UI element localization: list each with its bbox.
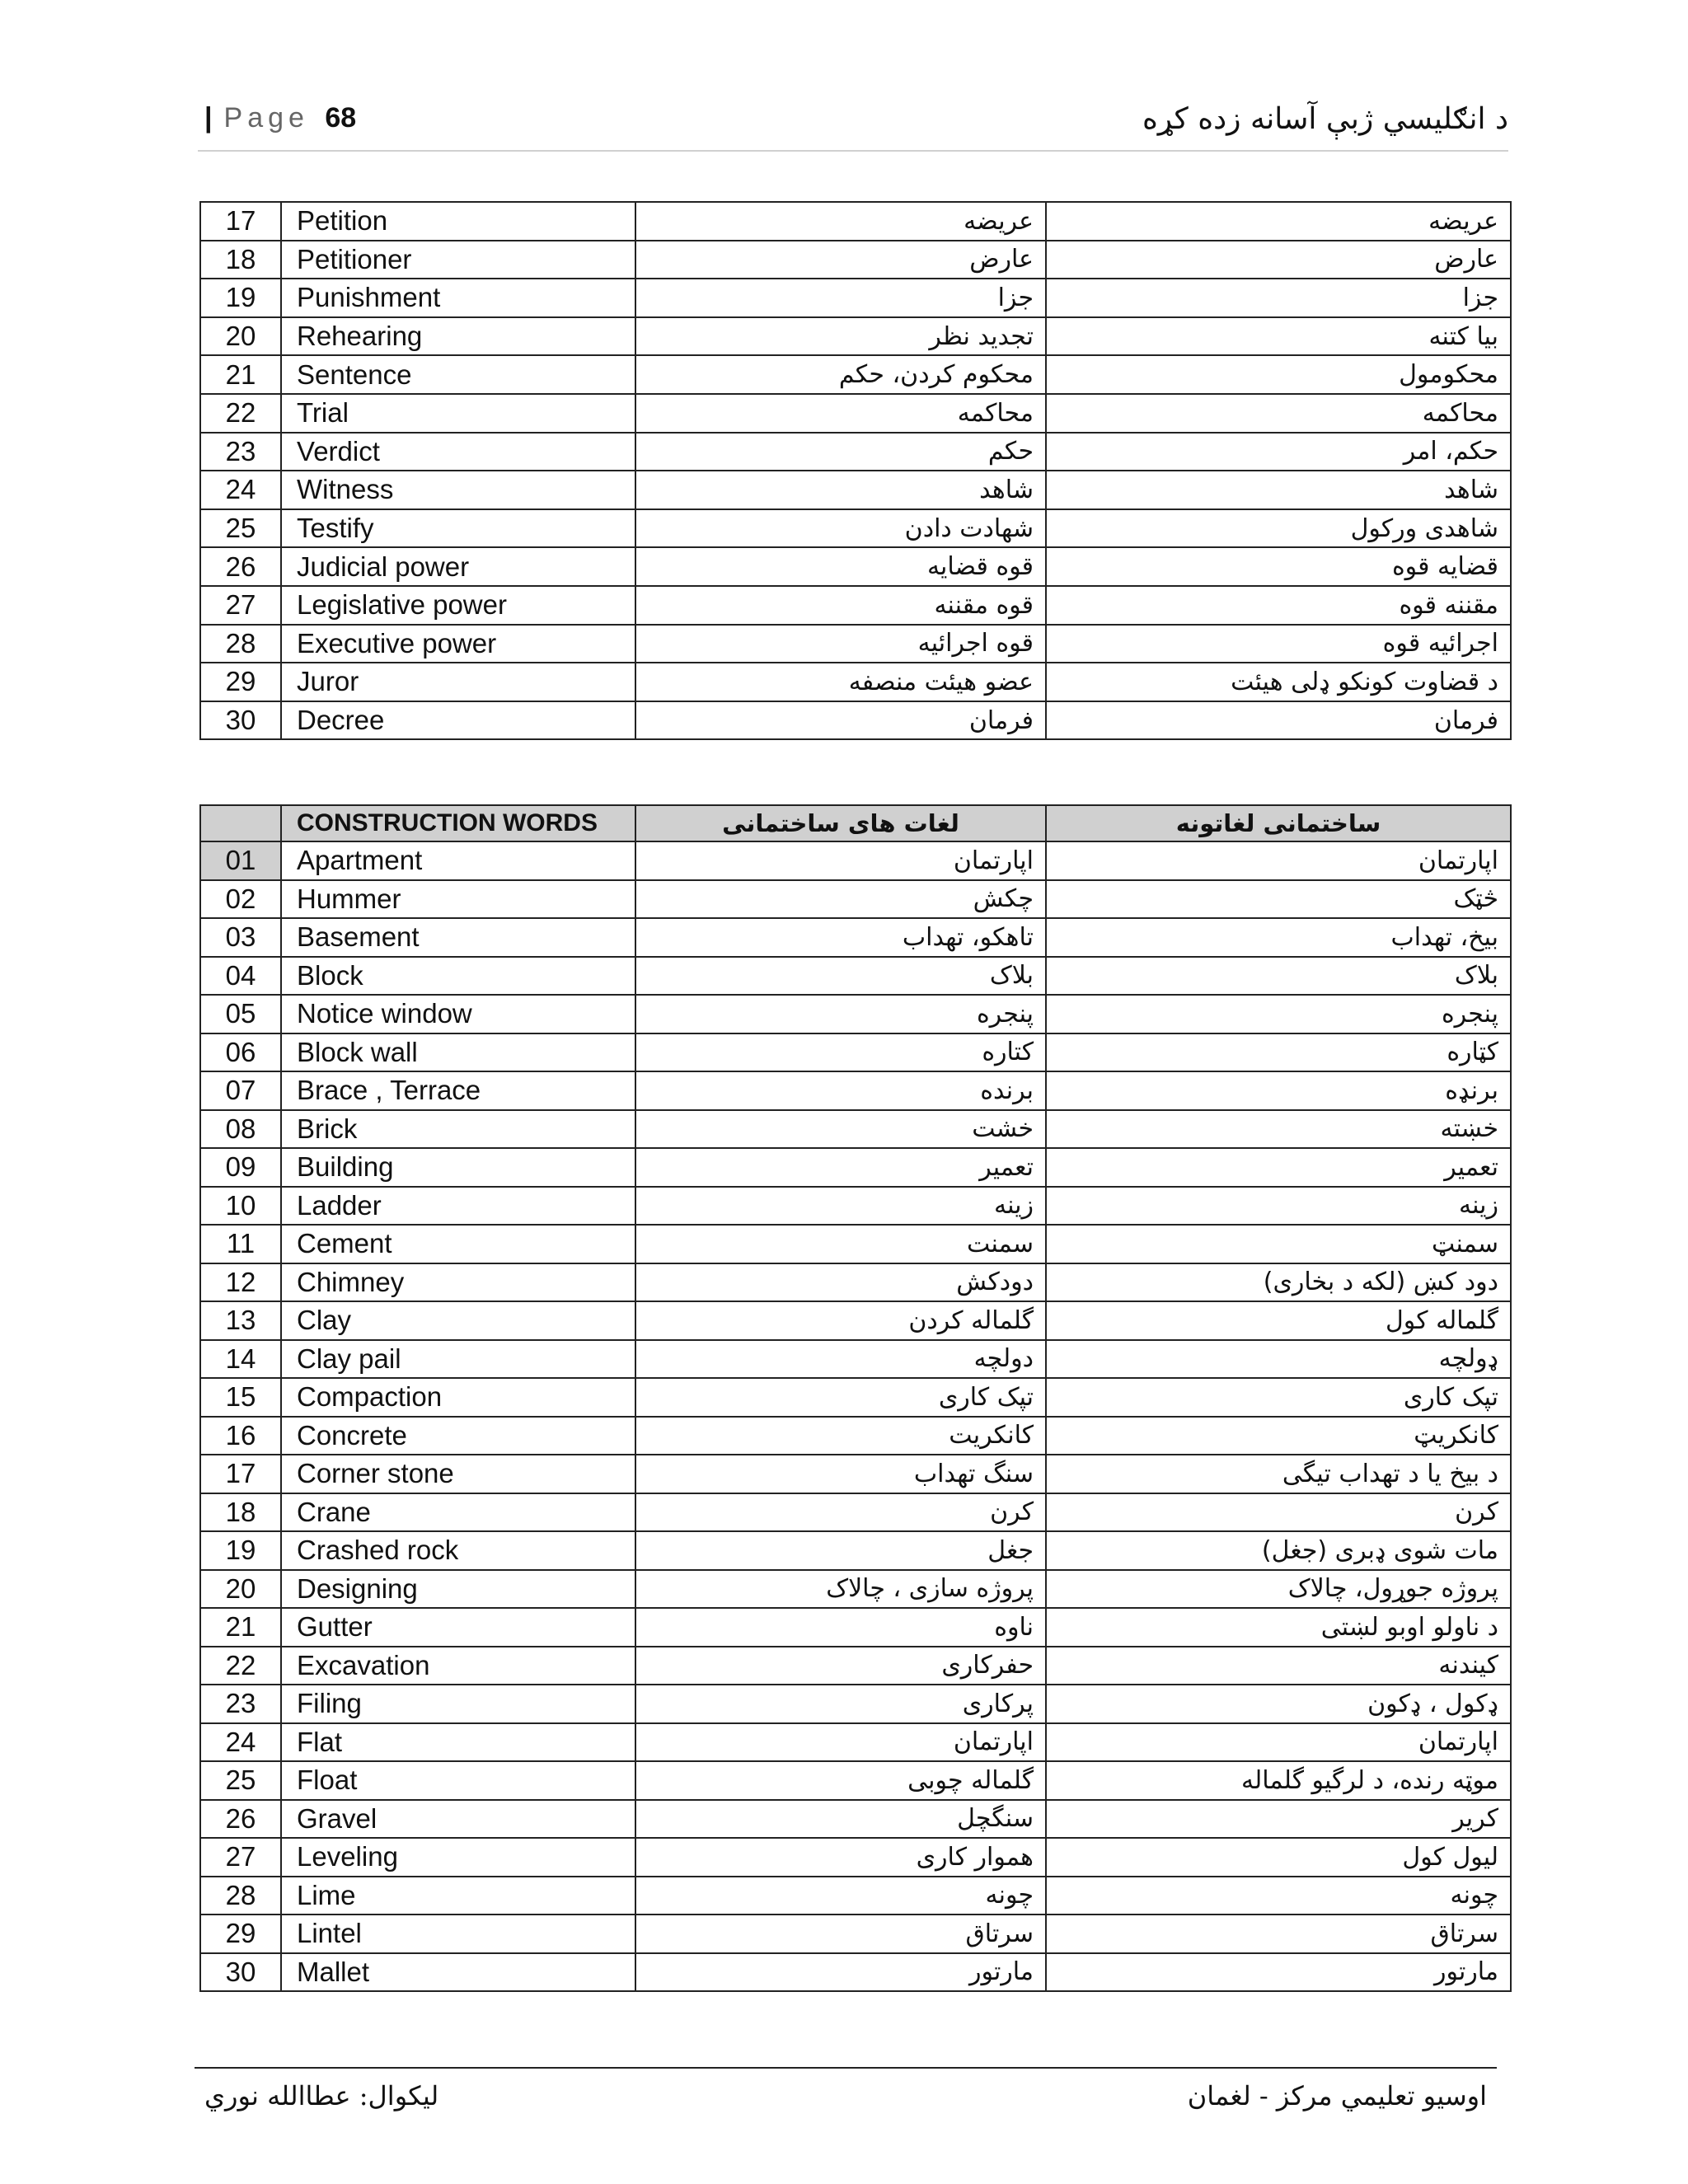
- english-term-cell: Crane: [281, 1493, 635, 1532]
- number-cell: 04: [200, 957, 281, 996]
- table-row: [200, 841, 1511, 880]
- number-cell: 10: [200, 1187, 281, 1226]
- number-cell: 11: [200, 1225, 281, 1263]
- english-term-cell: Legislative power: [281, 586, 635, 625]
- english-term-cell: Gutter: [281, 1608, 635, 1647]
- dari-term-cell: محکوم کردن، حکم: [635, 355, 1046, 394]
- table-row: [200, 1110, 1511, 1149]
- table-row: [200, 1877, 1511, 1915]
- table-row: [200, 241, 1511, 279]
- table-row: [200, 1263, 1511, 1302]
- english-term-cell: Designing: [281, 1570, 635, 1609]
- english-term-cell: Corner stone: [281, 1455, 635, 1493]
- pashto-term-cell: حکم، امر: [1046, 433, 1511, 471]
- english-term-cell: Trial: [281, 394, 635, 433]
- table-row: [200, 663, 1511, 701]
- table-row: [200, 1187, 1511, 1226]
- english-term-cell: Brick: [281, 1110, 635, 1149]
- book-title: د انګلیسي ژبې آسانه زده کړه: [1142, 102, 1508, 136]
- english-term-cell: Brace , Terrace: [281, 1071, 635, 1110]
- english-term-cell: Judicial power: [281, 547, 635, 586]
- pashto-term-cell: کرن: [1046, 1493, 1511, 1532]
- dari-term-cell: چکش: [635, 880, 1046, 919]
- pashto-term-cell: جزا: [1046, 279, 1511, 317]
- pashto-term-cell: چونه: [1046, 1877, 1511, 1915]
- english-term-cell: Petition: [281, 202, 635, 241]
- english-term-cell: Lintel: [281, 1915, 635, 1953]
- english-term-cell: Notice window: [281, 995, 635, 1033]
- pashto-term-cell: اپارتمان: [1046, 1723, 1511, 1762]
- table-row: [200, 1148, 1511, 1187]
- english-term-cell: Float: [281, 1761, 635, 1800]
- number-cell: 22: [200, 394, 281, 433]
- dari-term-cell: کتاره: [635, 1033, 1046, 1072]
- english-term-cell: Compaction: [281, 1378, 635, 1417]
- number-cell: 30: [200, 1953, 281, 1992]
- dari-term-cell: ناوه: [635, 1608, 1046, 1647]
- dari-term-cell: سنگ تهداب: [635, 1455, 1046, 1493]
- table-row: [200, 1033, 1511, 1072]
- number-cell: 19: [200, 279, 281, 317]
- dari-term-cell: حکم: [635, 433, 1046, 471]
- dari-term-cell: قوه اجرائیه: [635, 625, 1046, 663]
- english-term-cell: Cement: [281, 1225, 635, 1263]
- number-cell: 01: [200, 841, 281, 880]
- pashto-term-cell: مات شوی ډبری (جغل): [1046, 1531, 1511, 1570]
- number-cell: 25: [200, 1761, 281, 1800]
- pashto-term-cell: سمنټ: [1046, 1225, 1511, 1263]
- pashto-term-cell: ډکول ، ډکون: [1046, 1685, 1511, 1723]
- pashto-term-cell: پروژه جوړول، چالاک: [1046, 1570, 1511, 1609]
- page-word: Page: [223, 102, 309, 134]
- table-row: [200, 1455, 1511, 1493]
- table-row: [200, 1570, 1511, 1609]
- table-row: [200, 279, 1511, 317]
- english-term-cell: Sentence: [281, 355, 635, 394]
- number-cell: 06: [200, 1033, 281, 1072]
- number-cell: 05: [200, 995, 281, 1033]
- dari-term-cell: مارتور: [635, 1953, 1046, 1992]
- number-cell: 13: [200, 1301, 281, 1340]
- pashto-term-cell: قضایه قوه: [1046, 547, 1511, 586]
- footer-divider: [195, 2067, 1497, 2069]
- number-cell: 24: [200, 1723, 281, 1762]
- pashto-term-cell: مقننه قوه: [1046, 586, 1511, 625]
- pashto-term-cell: سرتاق: [1046, 1915, 1511, 1953]
- dari-term-cell: شاهد: [635, 471, 1046, 509]
- number-cell: 17: [200, 1455, 281, 1493]
- dari-term-cell: پروژه سازی ، چالاک: [635, 1570, 1046, 1609]
- construction-vocabulary-table: [199, 804, 1512, 1992]
- dari-term-cell: گلماله کردن: [635, 1301, 1046, 1340]
- number-cell: 08: [200, 1110, 281, 1149]
- dari-term-cell: قوه قضایه: [635, 547, 1046, 586]
- table-row: [200, 957, 1511, 996]
- number-cell: 20: [200, 317, 281, 356]
- english-term-cell: Block: [281, 957, 635, 996]
- pashto-term-cell: مارتور: [1046, 1953, 1511, 1992]
- dari-term-cell: گلماله چوبی: [635, 1761, 1046, 1800]
- pashto-term-cell: تعمیر: [1046, 1148, 1511, 1187]
- pashto-term-cell: موټه رنده، د لرگیو گلماله: [1046, 1761, 1511, 1800]
- pashto-term-cell: ډولچه: [1046, 1340, 1511, 1379]
- number-cell: 28: [200, 1877, 281, 1915]
- english-term-cell: Gravel: [281, 1800, 635, 1839]
- number-cell: 20: [200, 1570, 281, 1609]
- pashto-term-cell: لیول کول: [1046, 1838, 1511, 1877]
- table-row: [200, 394, 1511, 433]
- dari-term-cell: هموار کاری: [635, 1838, 1046, 1877]
- table-row: [200, 1685, 1511, 1723]
- pashto-term-cell: کانکریټ: [1046, 1417, 1511, 1455]
- number-cell: 24: [200, 471, 281, 509]
- english-term-cell: Hummer: [281, 880, 635, 919]
- table-row: [200, 995, 1511, 1033]
- english-term-cell: Filing: [281, 1685, 635, 1723]
- dari-term-cell: زینه: [635, 1187, 1046, 1226]
- english-term-cell: Clay: [281, 1301, 635, 1340]
- dari-term-cell: کانکریت: [635, 1417, 1046, 1455]
- number-cell: 16: [200, 1417, 281, 1455]
- english-term-cell: Leveling: [281, 1838, 635, 1877]
- english-term-cell: Rehearing: [281, 317, 635, 356]
- number-cell: 27: [200, 1838, 281, 1877]
- dari-term-cell: تپک کاری: [635, 1378, 1046, 1417]
- dari-term-cell: دودکش: [635, 1263, 1046, 1302]
- number-cell: 09: [200, 1148, 281, 1187]
- english-term-cell: Executive power: [281, 625, 635, 663]
- dari-term-cell: عریضه: [635, 202, 1046, 241]
- dari-term-cell: اپارتمان: [635, 1723, 1046, 1762]
- number-cell: 03: [200, 918, 281, 957]
- table-row: [200, 1608, 1511, 1647]
- pashto-term-cell: عارض: [1046, 241, 1511, 279]
- dari-term-cell: شهادت دادن: [635, 509, 1046, 548]
- table-row: [200, 880, 1511, 919]
- english-term-cell: Crashed rock: [281, 1531, 635, 1570]
- dari-term-cell: حفرکاری: [635, 1647, 1046, 1685]
- english-term-cell: Juror: [281, 663, 635, 701]
- number-cell: 25: [200, 509, 281, 548]
- table-row: [200, 1915, 1511, 1953]
- pashto-term-cell: محاکمه: [1046, 394, 1511, 433]
- header-pashto-cell: ساختمانی لغاتونه: [1046, 805, 1511, 841]
- dari-term-cell: چونه: [635, 1877, 1046, 1915]
- english-term-cell: Verdict: [281, 433, 635, 471]
- english-term-cell: Flat: [281, 1723, 635, 1762]
- pashto-term-cell: گلماله کول: [1046, 1301, 1511, 1340]
- dari-term-cell: تاهکو، تهداب: [635, 918, 1046, 957]
- pashto-term-cell: بیخ، تهداب: [1046, 918, 1511, 957]
- number-cell: 21: [200, 1608, 281, 1647]
- table-row: [200, 317, 1511, 356]
- table-row: [200, 509, 1511, 548]
- pashto-term-cell: عریضه: [1046, 202, 1511, 241]
- pashto-term-cell: شاهدی ورکول: [1046, 509, 1511, 548]
- number-cell: 29: [200, 1915, 281, 1953]
- table-row: [200, 1647, 1511, 1685]
- number-cell: 22: [200, 1647, 281, 1685]
- dari-term-cell: بلاک: [635, 957, 1046, 996]
- table-row: [200, 1723, 1511, 1762]
- table-row: [200, 701, 1511, 740]
- number-cell: 17: [200, 202, 281, 241]
- pashto-term-cell: شاهد: [1046, 471, 1511, 509]
- dari-term-cell: جغل: [635, 1531, 1046, 1570]
- header-dari-cell: لغات های ساختمانی: [635, 805, 1046, 841]
- pashto-term-cell: اجرائیه قوه: [1046, 625, 1511, 663]
- page-label: | Page 68: [204, 102, 357, 134]
- english-term-cell: Witness: [281, 471, 635, 509]
- dari-term-cell: سرتاق: [635, 1915, 1046, 1953]
- pashto-term-cell: دود کښ (لکه د بخاری): [1046, 1263, 1511, 1302]
- table-row: [200, 1417, 1511, 1455]
- number-cell: 21: [200, 355, 281, 394]
- english-term-cell: Chimney: [281, 1263, 635, 1302]
- number-cell: 14: [200, 1340, 281, 1379]
- dari-term-cell: عضو هیئت منصفه: [635, 663, 1046, 701]
- pashto-term-cell: کټاره: [1046, 1033, 1511, 1072]
- page-number: 68: [325, 102, 357, 134]
- dari-term-cell: قوه مقننه: [635, 586, 1046, 625]
- dari-term-cell: جزا: [635, 279, 1046, 317]
- pashto-term-cell: څټک: [1046, 880, 1511, 919]
- dari-term-cell: کرن: [635, 1493, 1046, 1532]
- pashto-term-cell: بیا کتنه: [1046, 317, 1511, 356]
- table-row: [200, 1378, 1511, 1417]
- header-english-cell: CONSTRUCTION WORDS: [281, 805, 635, 841]
- dari-term-cell: دولچه: [635, 1340, 1046, 1379]
- pashto-term-cell: پنجره: [1046, 995, 1511, 1033]
- table-row: [200, 471, 1511, 509]
- table-row: [200, 1761, 1511, 1800]
- number-cell: 07: [200, 1071, 281, 1110]
- number-cell: 27: [200, 586, 281, 625]
- table-row: [200, 1301, 1511, 1340]
- table-row: [200, 1953, 1511, 1992]
- table-row: [200, 625, 1511, 663]
- english-term-cell: Concrete: [281, 1417, 635, 1455]
- number-cell: 26: [200, 1800, 281, 1839]
- dari-term-cell: پرکاری: [635, 1685, 1046, 1723]
- dari-term-cell: فرمان: [635, 701, 1046, 740]
- pashto-term-cell: د قضاوت کونکو ډلی هیئت: [1046, 663, 1511, 701]
- number-cell: 23: [200, 1685, 281, 1723]
- table-header-row: [200, 805, 1511, 841]
- number-cell: 26: [200, 547, 281, 586]
- pashto-term-cell: بلاک: [1046, 957, 1511, 996]
- table-row: [200, 1838, 1511, 1877]
- footer-author: لیکوال: عطاالله نوري: [204, 2080, 439, 2111]
- table-row: [200, 547, 1511, 586]
- dari-term-cell: برنده: [635, 1071, 1046, 1110]
- pashto-term-cell: خښته: [1046, 1110, 1511, 1149]
- pashto-term-cell: تپک کاری: [1046, 1378, 1511, 1417]
- page-header: [198, 102, 1508, 152]
- number-cell: 12: [200, 1263, 281, 1302]
- english-term-cell: Basement: [281, 918, 635, 957]
- footer-center-name: اوسیو تعلیمي مرکز - لغمان: [1187, 2080, 1487, 2111]
- dari-term-cell: محاکمه: [635, 394, 1046, 433]
- pashto-term-cell: اپارتمان: [1046, 841, 1511, 880]
- number-cell: 23: [200, 433, 281, 471]
- number-cell: 28: [200, 625, 281, 663]
- english-term-cell: Lime: [281, 1877, 635, 1915]
- table-row: [200, 1800, 1511, 1839]
- header-number-cell: [200, 805, 281, 841]
- table-row: [200, 433, 1511, 471]
- pashto-term-cell: برنډه: [1046, 1071, 1511, 1110]
- english-term-cell: Block wall: [281, 1033, 635, 1072]
- pashto-term-cell: د ناولو اوبو لښتی: [1046, 1608, 1511, 1647]
- pashto-term-cell: فرمان: [1046, 701, 1511, 740]
- pashto-term-cell: کیندنه: [1046, 1647, 1511, 1685]
- table-row: [200, 1071, 1511, 1110]
- table-row: [200, 918, 1511, 957]
- table-row: [200, 202, 1511, 241]
- dari-term-cell: تعمیر: [635, 1148, 1046, 1187]
- english-term-cell: Apartment: [281, 841, 635, 880]
- table-row: [200, 355, 1511, 394]
- pashto-term-cell: د بیخ یا د تهداب تیگی: [1046, 1455, 1511, 1493]
- dari-term-cell: سنگچل: [635, 1800, 1046, 1839]
- english-term-cell: Petitioner: [281, 241, 635, 279]
- english-term-cell: Building: [281, 1148, 635, 1187]
- header-divider: [198, 150, 1508, 152]
- number-cell: 19: [200, 1531, 281, 1570]
- english-term-cell: Clay pail: [281, 1340, 635, 1379]
- dari-term-cell: سمنت: [635, 1225, 1046, 1263]
- number-cell: 29: [200, 663, 281, 701]
- pashto-term-cell: محکومول: [1046, 355, 1511, 394]
- english-term-cell: Ladder: [281, 1187, 635, 1226]
- english-term-cell: Testify: [281, 509, 635, 548]
- dari-term-cell: عارض: [635, 241, 1046, 279]
- number-cell: 15: [200, 1378, 281, 1417]
- english-term-cell: Excavation: [281, 1647, 635, 1685]
- table-row: [200, 1531, 1511, 1570]
- dari-term-cell: خشت: [635, 1110, 1046, 1149]
- legal-vocabulary-table: [199, 201, 1512, 740]
- dari-term-cell: پنجره: [635, 995, 1046, 1033]
- table-row: [200, 1493, 1511, 1532]
- english-term-cell: Decree: [281, 701, 635, 740]
- dari-term-cell: تجدید نظر: [635, 317, 1046, 356]
- english-term-cell: Mallet: [281, 1953, 635, 1992]
- number-cell: 18: [200, 241, 281, 279]
- number-cell: 02: [200, 880, 281, 919]
- english-term-cell: Punishment: [281, 279, 635, 317]
- number-cell: 30: [200, 701, 281, 740]
- pashto-term-cell: زینه: [1046, 1187, 1511, 1226]
- number-cell: 18: [200, 1493, 281, 1532]
- table-row: [200, 1340, 1511, 1379]
- table-row: [200, 586, 1511, 625]
- pashto-term-cell: کریر: [1046, 1800, 1511, 1839]
- table-row: [200, 1225, 1511, 1263]
- dari-term-cell: اپارتمان: [635, 841, 1046, 880]
